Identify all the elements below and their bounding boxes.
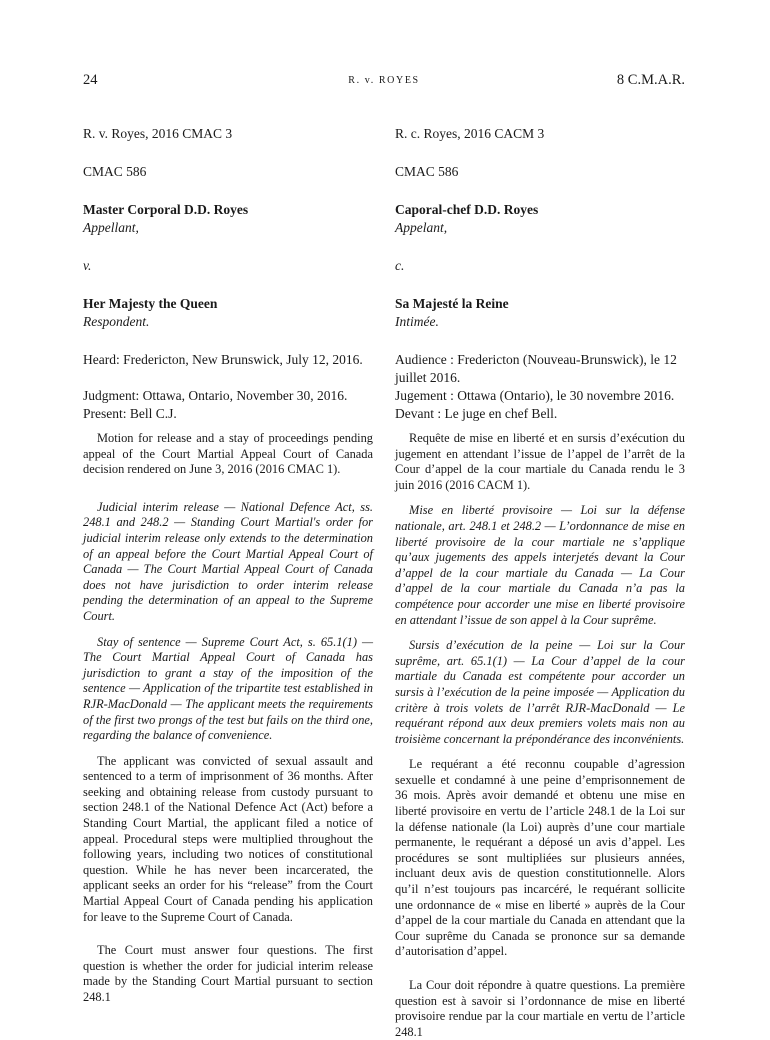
present-info-fr: Devant : Le juge en chef Bell. xyxy=(395,406,558,421)
respondent-name-fr: Sa Majesté la Reine xyxy=(395,296,509,311)
appellant-name: Master Corporal D.D. Royes xyxy=(83,202,249,217)
versus: v. xyxy=(83,258,92,273)
versus-fr: c. xyxy=(395,258,405,273)
motion-summary-fr: Requête de mise en liberté et en sursis d’exécution du jugement en attendant l’issue de l’appel de l’arrêt de la Cour d’appel de la cour martiale du Canada rendu le 3 juin 2016 (2016 CACM 1). xyxy=(395,431,685,492)
page-number: 24 xyxy=(83,72,98,88)
respondent-name: Her Majesty the Queen xyxy=(83,296,218,311)
heard-info-fr: Audience : Fredericton (Nouveau-Brunswick), le 12 juillet 2016. xyxy=(395,352,677,385)
file-number: CMAC 586 xyxy=(83,164,147,179)
respondent-role: Respondent. xyxy=(83,314,150,329)
judgment-info: Judgment: Ottawa, Ontario, November 30, 2016. xyxy=(83,388,348,403)
facts-paragraph-fr: Le requérant a été reconnu coupable d’agression sexuelle et condamné à une peine d’emprisonnement de 36 mois. Après avoir demandé et obtenu une mise en liberté provisoire en vertu de l’article 248.1 de la Loi sur la défense nationale (la Loi) auprès d’une cour martiale permanente, le requérant a déposé un avis d’appel. Les procédures se sont multipliées sur plusieurs années, incluant deux avis de question constitutionnelle. Alors qu’il n’est toujours pas incarcéré, le requérant sollicite une ordonnance de « mise en liberté » auprès de la Cour d’appel de la cour martiale du Canada en attendant que la Cour suprême du Canada se prononce sur sa demande d’autorisation d’appel. xyxy=(395,757,685,959)
headnote-interim-release: Judicial interim release — National Defence Act, ss. 248.1 and 248.2 — Standing Court Martial's order for judicial interim release only extends to the determination of an appeal before the Court Martial Appeal Court of Canada — The Court Martial Appeal Court of Canada does not have jurisdiction to order interim release pending the determination of an appeal to the Supreme Court. xyxy=(83,499,373,623)
headnote-stay-of-sentence: Stay of sentence — Supreme Court Act, s. 65.1(1) — The Court Martial Appeal Court of Canada has jurisdiction to grant a stay of the imposition of the sentence — Application of the tripartite test established in RJR-MacDonald — The applicant meets the requirements of the first two prongs of the test but fails on the third one, regarding the balance of convenience. xyxy=(83,634,373,743)
case-citation: R. v. Royes, 2016 CMAC 3 xyxy=(83,126,233,141)
present-info: Present: Bell C.J. xyxy=(83,406,177,421)
questions-paragraph: The Court must answer four questions. The first question is whether the order for judicial interim release made by the Standing Court Martial pursuant to section 248.1 xyxy=(83,943,373,1004)
questions-paragraph-fr: La Cour doit répondre à quatre questions. La première question est à savoir si l’ordonnance de mise en liberté provisoire rendue par la cour martiale en vertu de l’article 248.1 xyxy=(395,978,685,1039)
file-number-fr: CMAC 586 xyxy=(395,164,459,179)
motion-summary: Motion for release and a stay of proceedings pending appeal of the Court Martial Appeal Court of Canada decision rendered on June 3, 2016 (2016 CMAC 1). xyxy=(83,431,373,477)
running-head: R. v. ROYES xyxy=(348,75,420,86)
french-column xyxy=(395,125,685,1040)
headnote-interim-release-fr: Mise en liberté provisoire — Loi sur la défense nationale, art. 248.1 et 248.2 — L’ordonnance de mise en liberté provisoire de la cour martiale ne s’applique qu’aux jugements des appels interjetés devant la Cour d’appel de la cour martiale du Canada — La Cour d’appel de la cour martiale du Canada n’a pas la compétence pour accorder une mise en liberté provisoire en attendant l’issue de son appel à la Cour suprême. xyxy=(395,503,685,627)
english-column xyxy=(83,125,373,1006)
case-citation-fr: R. c. Royes, 2016 CACM 3 xyxy=(395,126,545,141)
judgment-info-fr: Jugement : Ottawa (Ontario), le 30 novembre 2016. xyxy=(395,388,675,403)
heard-info: Heard: Fredericton, New Brunswick, July 12, 2016. xyxy=(83,352,363,367)
appellant-role: Appellant, xyxy=(83,220,139,235)
headnote-stay-of-sentence-fr: Sursis d’exécution de la peine — Loi sur la Cour suprême, art. 65.1(1) — La Cour d’appel de la cour martiale du Canada est compétente pour accorder un sursis à l’exécution de la peine imposée — Application du critère à trois volets de l’arrêt RJR-MacDonald — Le requérant répond aux deux premiers volets mais non au troisième concernant la prépondérance des inconvénients. xyxy=(395,638,685,746)
appellant-name-fr: Caporal-chef D.D. Royes xyxy=(395,202,539,217)
volume-label: 8 C.M.A.R. xyxy=(616,72,685,88)
facts-paragraph: The applicant was convicted of sexual assault and sentenced to a term of imprisonment of 36 months. After seeking and obtaining release from custody pursuant to section 248.1 of the National Defence Act (Act) before a Standing Court Martial, the applicant filed a notice of appeal. Procedural steps were multiplied throughout the following years, including two notices of constitutional question. While he has never been incarcerated, the applicant seeks an order for his “release” from the Court Martial Appeal Court of Canada pending his application for leave to the Supreme Court of Canada. xyxy=(83,753,373,924)
appellant-role-fr: Appelant, xyxy=(395,220,448,235)
respondent-role-fr: Intimée. xyxy=(395,314,439,329)
running-header xyxy=(83,72,685,92)
